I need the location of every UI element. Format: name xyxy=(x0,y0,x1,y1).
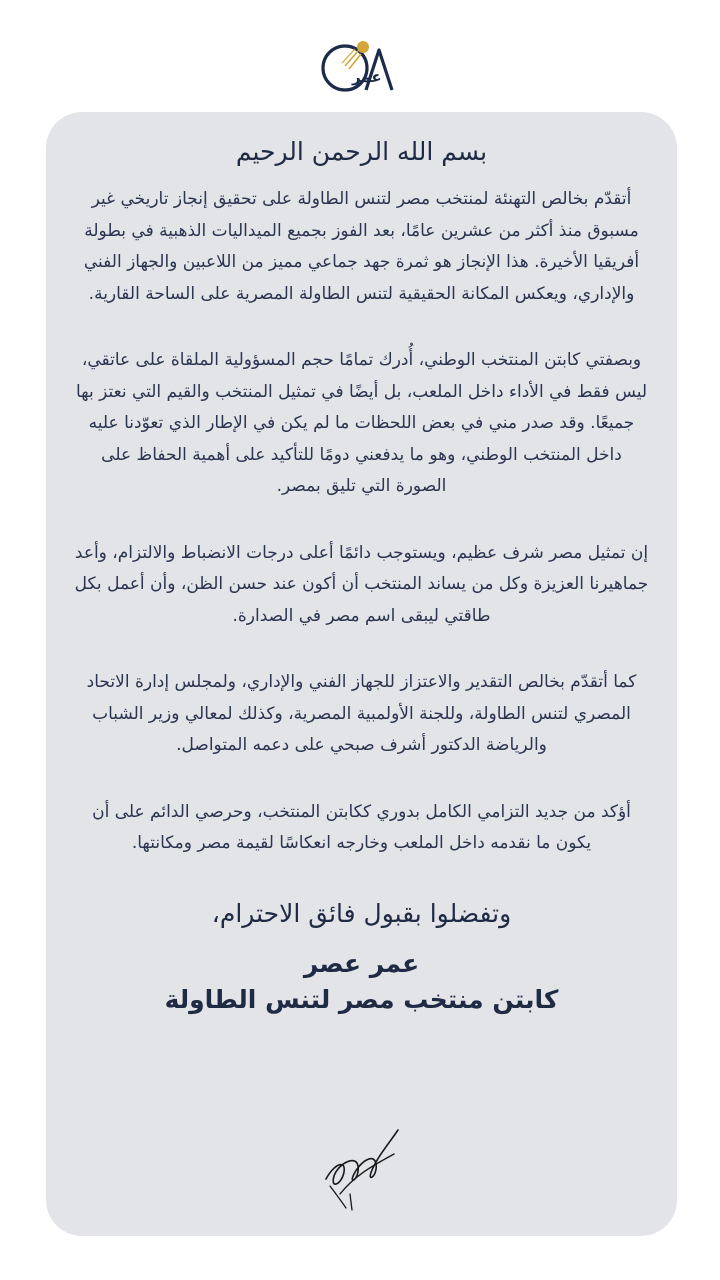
paragraph-responsibility: وبصفتي كابتن المنتخب الوطني، أُدرك تمامًا حجم المسؤولية الملقاة على عاتقي، ليس فقط في الأداء داخل الملعب، بل أيضًا في تمثيل المنتخب والقيم التي نعتز بها جميعًا. وقد صدر مني في بعض اللحظات ما لم يكن في الإطار الذي تعوّدنا عليه داخل المنتخب الوطني، وهو ما يدفعني دومًا للتأكيد على أهمية الحفاظ على الصورة التي تليق بمصر. xyxy=(75,350,648,496)
ball-orbit-logo-icon xyxy=(318,36,408,96)
signer-name: عمر عصر xyxy=(303,948,420,978)
basmala-heading: بسم الله الرحمن الرحيم xyxy=(235,137,488,166)
closing-line: وتفضلوا بقبول فائق الاحترام، xyxy=(211,898,512,928)
signer-title: كابتن منتخب مصر لتنس الطاولة xyxy=(164,984,559,1014)
handwritten-signature-icon xyxy=(316,1124,416,1214)
paragraph-commitment: أؤكد من جديد التزامي الكامل بدوري ككابتن المنتخب، وحرصي الدائم على أن يكون ما نقدمه داخل الملعب وخارجه انعكاسًا لقيمة مصر ومكانتها. xyxy=(92,801,631,853)
paragraph-gratitude: كما أتقدّم بخالص التقدير والاعتزاز للجهاز الفني والإداري، ولمجلس إدارة الاتحاد المصري لتنس الطاولة، وللجنة الأولمبية المصرية، وكذلك لمعالي وزير الشباب والرياضة الدكتور أشرف صبحي على دعمه المتواصل. xyxy=(86,672,637,755)
logo-text: عمر xyxy=(352,68,382,86)
paragraph-congratulations: أتقدّم بخالص التهنئة لمنتخب مصر لتنس الطاولة على تحقيق إنجاز تاريخي غير مسبوق منذ أكثر من عشرين عامًا، بعد الفوز بجميع الميداليات الذهبية في بطولة أفريقيا الأخيرة. هذا الإنجاز هو ثمرة جهد جماعي مميز من اللاعبين والجهاز الفني والإداري، ويعكس المكانة الحقيقية لتنس الطاولة المصرية على الساحة القارية. xyxy=(83,189,640,304)
paragraph-honor: إن تمثيل مصر شرف عظيم، ويستوجب دائمًا أعلى درجات الانضباط والالتزام، وأعد جماهيرنا العزيزة وكل من يساند المنتخب أن أكون عند حسن الظن، وأن أعمل بكل طاقتي ليبقى اسم مصر في الصدارة. xyxy=(74,542,649,626)
letter-card xyxy=(46,112,677,1236)
